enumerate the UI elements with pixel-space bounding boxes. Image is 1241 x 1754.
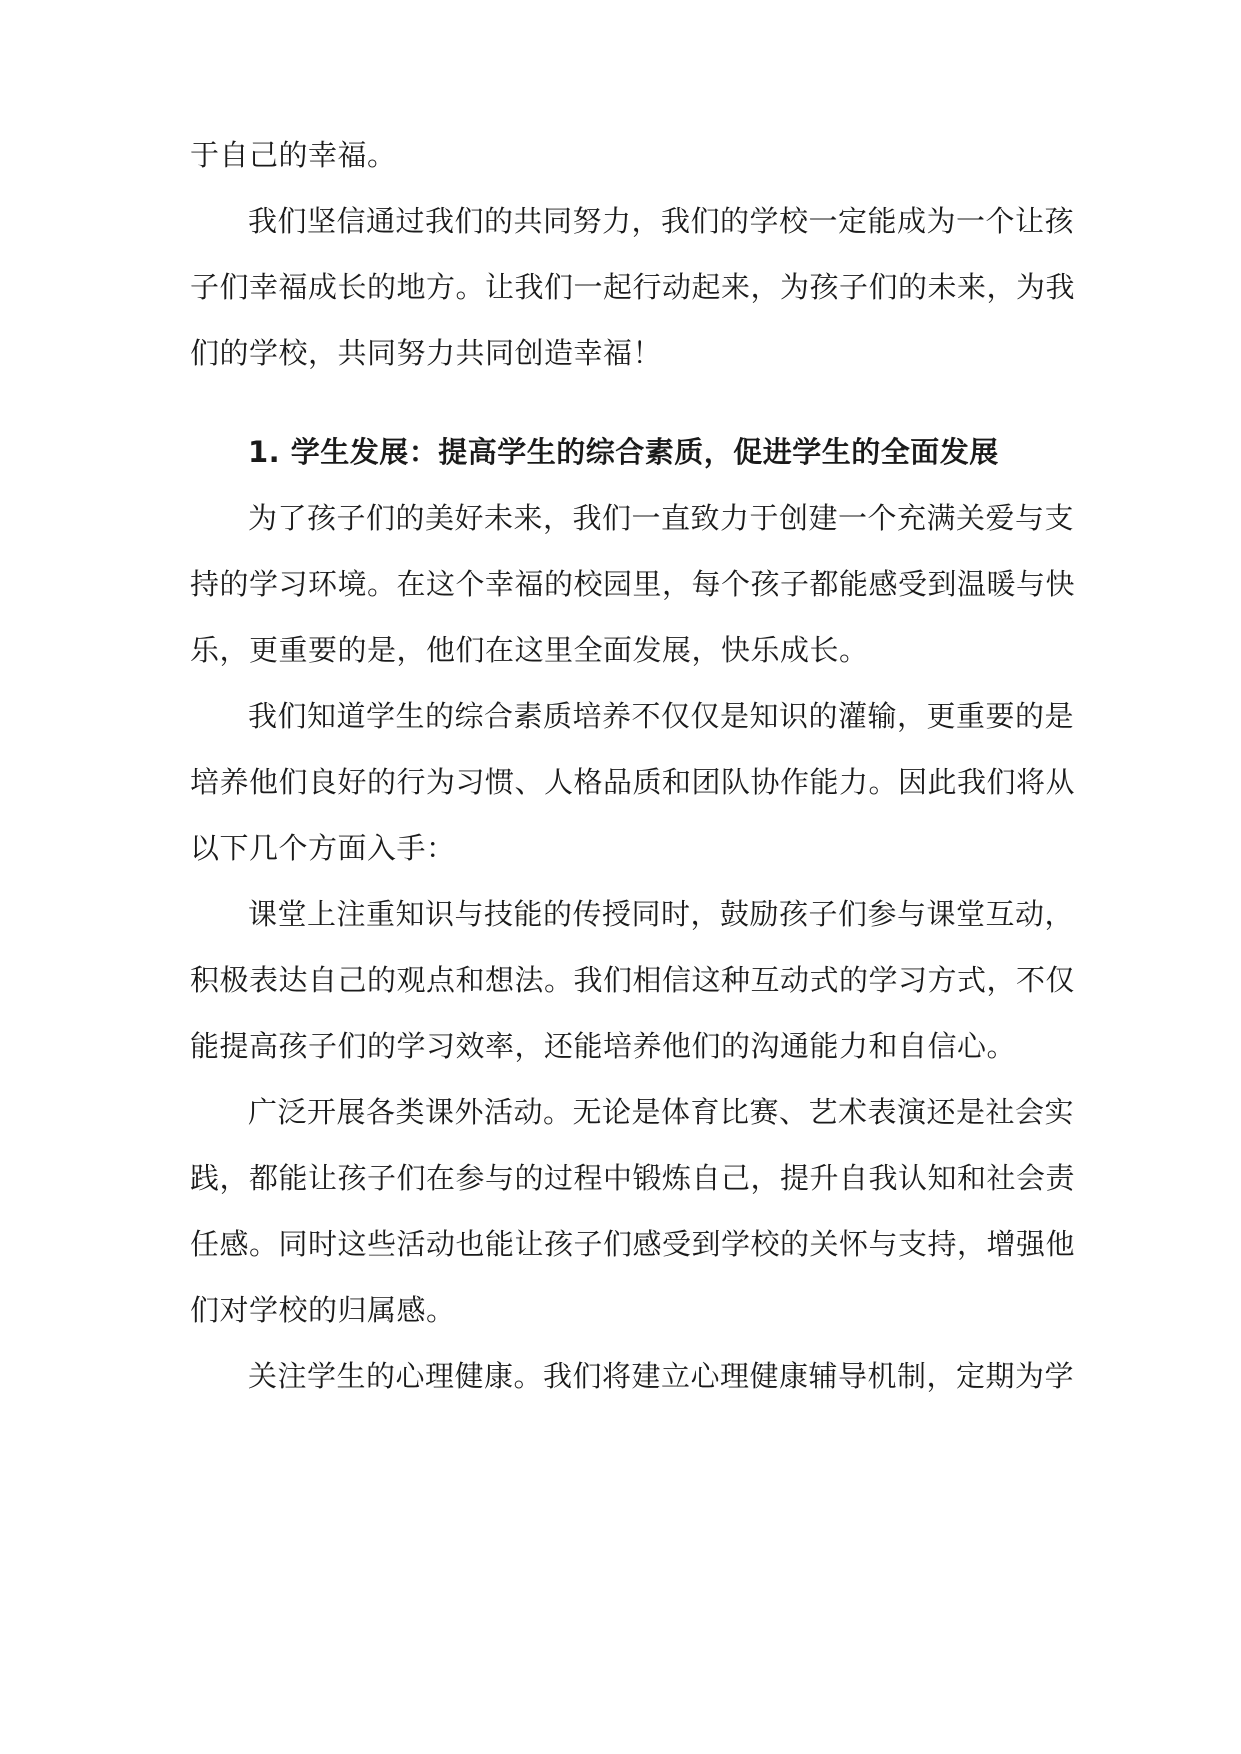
- paragraph-first-line: 课堂上注重知识与技能的传授同时，鼓励孩子们参与课堂互动，: [248, 897, 1075, 931]
- text-line: 任感。同时这些活动也能让孩子们感受到学校的关怀与支持，增强他: [190, 1227, 1076, 1261]
- text-line: 能提高孩子们的学习效率，还能培养他们的沟通能力和自信心。: [190, 1029, 1017, 1063]
- section-heading: 1. 学生发展：提高学生的综合素质，促进学生的全面发展: [248, 435, 999, 469]
- text-line: 子们幸福成长的地方。让我们一起行动起来，为孩子们的未来，为我: [190, 270, 1076, 304]
- paragraph-first-line: 关注学生的心理健康。我们将建立心理健康辅导机制，定期为学: [248, 1359, 1075, 1393]
- paragraph-first-line: 我们坚信通过我们的共同努力，我们的学校一定能成为一个让孩: [248, 204, 1075, 238]
- text-line: 们对学校的归属感。: [190, 1293, 456, 1327]
- text-line: 们的学校，共同努力共同创造幸福！: [190, 336, 663, 370]
- text-line: 践，都能让孩子们在参与的过程中锻炼自己，提升自我认知和社会责: [190, 1161, 1076, 1195]
- paragraph-first-line: 我们知道学生的综合素质培养不仅仅是知识的灌输，更重要的是: [248, 699, 1075, 733]
- paragraph-first-line: 广泛开展各类课外活动。无论是体育比赛、艺术表演还是社会实: [248, 1095, 1075, 1129]
- text-line: 持的学习环境。在这个幸福的校园里，每个孩子都能感受到温暖与快: [190, 567, 1076, 601]
- text-line: 乐，更重要的是，他们在这里全面发展，快乐成长。: [190, 633, 869, 667]
- paragraph-first-line: 为了孩子们的美好未来，我们一直致力于创建一个充满关爱与支: [248, 501, 1075, 535]
- text-line: 培养他们良好的行为习惯、人格品质和团队协作能力。因此我们将从: [190, 765, 1076, 799]
- text-line: 以下几个方面入手：: [190, 831, 456, 865]
- text-line: 于自己的幸福。: [190, 138, 397, 172]
- text-line: 积极表达自己的观点和想法。我们相信这种互动式的学习方式，不仅: [190, 963, 1076, 997]
